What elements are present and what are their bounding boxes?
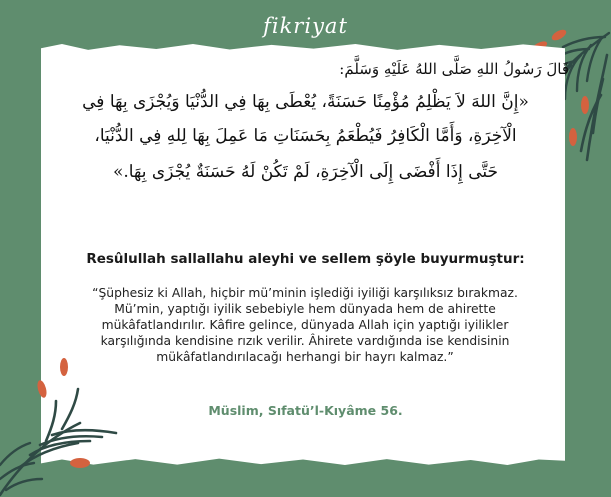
translation-quote: “Şüphesiz ki Allah, hiçbir mü’minin işlediği iyiliği karşılıksız bırakmaz. Mü’min, yaptığı iyilik sebebiyle hem dünyada hem de ahirette mükâfatlandırılır. Kâfire gelince, dünyada Allah için yaptığı iyilikler karşılığında kendisine rızık verilir. Âhirete vardığında ise kendisinin mükâfatlandırılacağı herhangi bir hayrı kalmaz.” [92, 286, 518, 364]
brand-logo: fikriyat [263, 14, 348, 38]
hadith-source: Müslim, Sıfatü’l-Kıyâme 56. [208, 403, 403, 418]
arabic-intro: قَالَ رَسُولُ اللهِ صَلَّى اللهُ عَلَيْهِ وَسَلَّمَ: [339, 60, 569, 78]
arabic-line-1: «إِنَّ اللهَ لاَ يَظْلِمُ مُؤْمِنًا حَسَنَةً، يُعْطَى بِهَا فِي الدُّنْيَا وَيُجْزَى بِهَا فِي [82, 92, 529, 112]
arabic-line-3: حَتَّى إِذَا أَفْضَى إِلَى الْآخِرَةِ، لَمْ تَكُنْ لَهُ حَسَنَةٌ يُجْزَى بِهَا.» [112, 162, 499, 182]
arabic-line-2: الْآخِرَةِ، وَأَمَّا الْكَافِرُ فَيُطْعَمُ بِحَسَنَاتِ مَا عَمِلَ بِهَا لِلهِ فِي الدُّنْيَا، [94, 126, 517, 146]
translation-heading: Resûlullah sallallahu aleyhi ve sellem şöyle buyurmuştur: [86, 251, 525, 267]
plant-branch-bottom-left [0, 345, 140, 497]
